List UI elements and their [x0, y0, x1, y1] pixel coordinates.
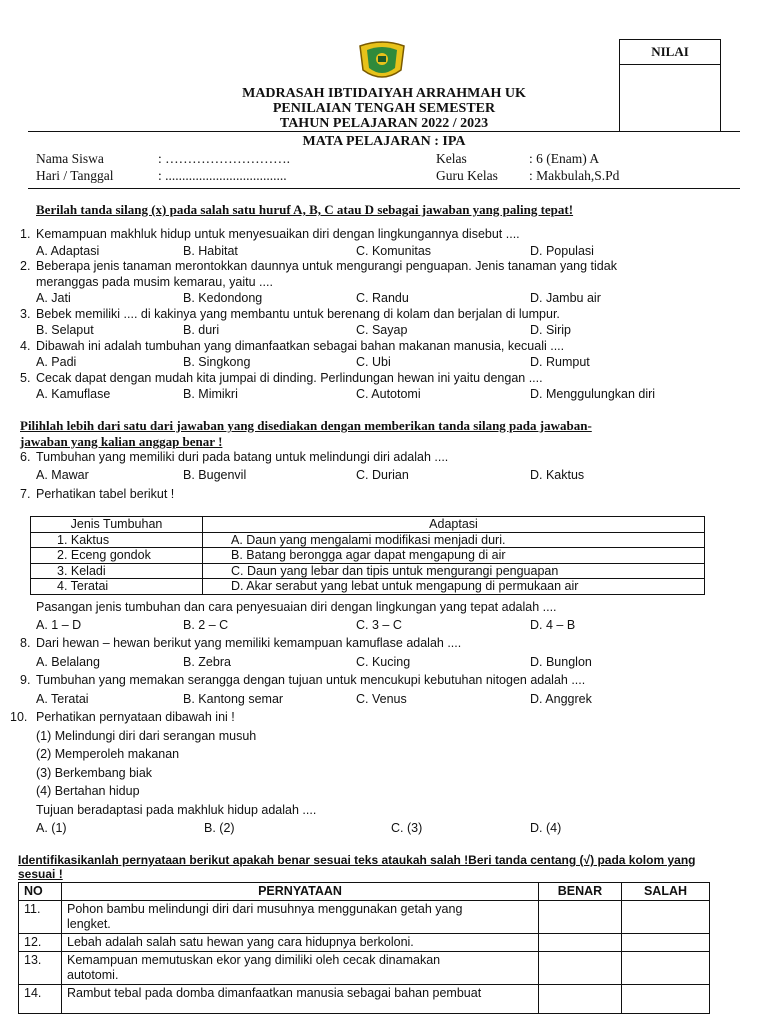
section1-instruction: Berilah tanda silang (x) pada salah satu huruf A, B, C atau D sebagai jawaban yang paling tepat! — [36, 202, 574, 217]
statement-text: Rambut tebal pada domba dimanfaatkan manusia sebagai bahan pembuat — [67, 986, 482, 1000]
adaptation-table — [30, 516, 705, 595]
question-number: 2. — [20, 259, 31, 273]
date-label: Hari / Tanggal — [36, 168, 114, 183]
table-row — [31, 532, 705, 548]
question-text: Beberapa jenis tanaman merontokkan daunnya untuk mengurangi penguapan. Jenis tanaman yang tidak — [36, 259, 617, 273]
statement-cell — [62, 952, 539, 985]
statement-text: Pohon bambu melindungi diri dari musuhnya menggunakan getah yang — [67, 902, 463, 916]
statement-item: (1) Melindungi diri dari serangan musuh — [36, 729, 257, 743]
statement-text: Kemampuan memutuskan ekor yang dimiliki oleh cecak dinamakan — [67, 953, 441, 967]
table-header: NO — [19, 883, 62, 901]
question-text: Perhatikan tabel berikut ! — [36, 487, 175, 501]
plant-cell: 3. Keladi — [31, 563, 203, 579]
option-d[interactable]: D. Rumput — [530, 355, 590, 369]
section2-instruction-line1: Pilihlah lebih dari satu dari jawaban yang disediakan dengan memberikan tanda silang pada jawaban- — [20, 418, 592, 433]
class-label: Kelas — [436, 151, 467, 166]
table-header: BENAR — [539, 883, 622, 901]
plant-cell: 4. Teratai — [31, 579, 203, 595]
row-number: 14. — [19, 985, 62, 1014]
salah-cell[interactable] — [622, 985, 710, 1014]
adaptation-cell: D. Akar serabut yang lebat untuk mengapung di permukaan air — [203, 579, 705, 595]
table-row — [19, 952, 710, 985]
benar-cell[interactable] — [539, 934, 622, 952]
question-number: 4. — [20, 339, 31, 353]
question-text: Bebek memiliki .... di kakinya yang membantu untuk berenang di kolam dan berjalan di lumpur. — [36, 307, 560, 321]
student-name-field[interactable]: : ………………………. — [158, 151, 291, 166]
statement-cell — [62, 985, 539, 1014]
question-text: Tumbuhan yang memakan serangga dengan tujuan untuk mencukupi kebutuhan nitogen adalah .... — [36, 673, 586, 687]
statement-item: (3) Berkembang biak — [36, 766, 153, 780]
salah-cell[interactable] — [622, 952, 710, 985]
table-header: SALAH — [622, 883, 710, 901]
option-a[interactable]: A. Adaptasi — [36, 244, 100, 258]
option-a[interactable]: A. Teratai — [36, 692, 89, 706]
class-value: : 6 (Enam) A — [529, 151, 600, 166]
adaptation-cell: B. Batang berongga agar dapat mengapung di air — [203, 548, 705, 564]
adaptation-cell: A. Daun yang mengalami modifikasi menjadi duri. — [203, 532, 705, 548]
statement-cell — [62, 934, 539, 952]
option-b[interactable]: B. Kedondong — [183, 291, 263, 305]
plant-cell: 2. Eceng gondok — [31, 548, 203, 564]
table-row — [31, 579, 705, 595]
adaptation-cell: C. Daun yang lebar dan tipis untuk mengurangi penguapan — [203, 563, 705, 579]
question-number: 8. — [20, 636, 31, 650]
option-d[interactable]: D. Menggulungkan diri — [530, 387, 656, 401]
option-b[interactable]: B. (2) — [204, 821, 235, 835]
salah-cell[interactable] — [622, 901, 710, 934]
option-d[interactable]: D. (4) — [530, 821, 562, 835]
question-number: 9. — [20, 673, 31, 687]
question-text: meranggas pada musim kemarau, yaitu .... — [36, 275, 273, 289]
true-false-table — [18, 882, 710, 1014]
table-header: PERNYATAAN — [62, 883, 539, 901]
option-b[interactable]: B. Zebra — [183, 655, 231, 669]
table-row — [31, 563, 705, 579]
table-row — [19, 985, 710, 1014]
option-b[interactable]: B. 2 – C — [183, 618, 229, 632]
option-b[interactable]: B. Kantong semar — [183, 692, 284, 706]
question-text: Tujuan beradaptasi pada makhluk hidup adalah .... — [36, 803, 317, 817]
option-a[interactable]: A. Mawar — [36, 468, 89, 482]
teacher-label: Guru Kelas — [436, 168, 498, 183]
benar-cell[interactable] — [539, 985, 622, 1014]
section3-instruction-line2: sesuai ! — [18, 867, 63, 881]
option-c[interactable]: C. Venus — [356, 692, 407, 706]
row-number: 12. — [19, 934, 62, 952]
option-d[interactable]: D. Populasi — [530, 244, 594, 258]
statement-text: autotomi. — [67, 968, 119, 982]
question-text: Dari hewan – hewan berikut yang memiliki kemampuan kamuflase adalah .... — [36, 636, 462, 650]
option-c[interactable]: C. Kucing — [356, 655, 411, 669]
question-number: 5. — [20, 371, 31, 385]
option-b[interactable]: B. Bugenvil — [183, 468, 247, 482]
option-d[interactable]: D. Jambu air — [530, 291, 601, 305]
info-divider — [28, 188, 740, 189]
question-number: 1. — [20, 227, 31, 241]
table-row — [31, 548, 705, 564]
option-d[interactable]: D. Kaktus — [530, 468, 585, 482]
academic-year: TAHUN PELAJARAN 2022 / 2023 — [279, 116, 489, 131]
option-d[interactable]: D. 4 – B — [530, 618, 576, 632]
question-text: Cecak dapat dengan mudah kita jumpai di dinding. Perlindungan hewan ini yaitu dengan .... — [36, 371, 543, 385]
table-header-row — [31, 517, 705, 533]
option-d[interactable]: D. Anggrek — [530, 692, 592, 706]
subject-title: MATA PELAJARAN : IPA — [302, 134, 466, 149]
option-a[interactable]: A. Belalang — [36, 655, 100, 669]
date-field[interactable]: : .................................... — [158, 168, 287, 183]
table-header-row — [19, 883, 710, 901]
question-text: Perhatikan pernyataan dibawah ini ! — [36, 710, 235, 724]
school-logo-icon — [357, 40, 407, 82]
table-header: Jenis Tumbuhan — [31, 517, 203, 533]
option-b[interactable]: B. duri — [183, 323, 220, 337]
option-c[interactable]: C. Ubi — [356, 355, 391, 369]
option-c[interactable]: C. (3) — [391, 821, 423, 835]
option-c[interactable]: C. Autotomi — [356, 387, 421, 401]
option-c[interactable]: C. Randu — [356, 291, 409, 305]
question-text: Kemampuan makhluk hidup untuk menyesuaikan diri dengan lingkungannya disebut .... — [36, 227, 520, 241]
option-a[interactable]: A. (1) — [36, 821, 67, 835]
question-text: Pasangan jenis tumbuhan dan cara penyesuaian diri dengan lingkungan yang tepat adalah .... — [36, 600, 557, 614]
option-a[interactable]: A. Kamuflase — [36, 387, 111, 401]
question-text: Tumbuhan yang memiliki duri pada batang untuk melindungi diri adalah .... — [36, 450, 449, 464]
option-c[interactable]: C. Komunitas — [356, 244, 432, 258]
statement-item: (4) Bertahan hidup — [36, 784, 140, 798]
option-c[interactable]: C. Durian — [356, 468, 409, 482]
question-number: 3. — [20, 307, 31, 321]
option-d[interactable]: D. Bunglon — [530, 655, 592, 669]
benar-cell[interactable] — [539, 901, 622, 934]
option-a[interactable]: A. Padi — [36, 355, 77, 369]
question-number: 6. — [20, 450, 31, 464]
option-a[interactable]: B. Selaput — [36, 323, 94, 337]
table-row — [19, 934, 710, 952]
section3-instruction-line1: Identifikasikanlah pernyataan berikut apakah benar sesuai teks ataukah salah !Beri tanda centang (√) pada kolom yang — [18, 853, 696, 867]
option-c[interactable]: C. 3 – C — [356, 618, 402, 632]
option-b[interactable]: B. Singkong — [183, 355, 251, 369]
statement-text: lengket. — [67, 917, 111, 931]
option-a[interactable]: A. 1 – D — [36, 618, 82, 632]
option-b[interactable]: B. Mimikri — [183, 387, 238, 401]
statement-item: (2) Memperoleh makanan — [36, 747, 180, 761]
section2-instruction-line2: jawaban yang kalian anggap benar ! — [20, 434, 223, 449]
row-number: 13. — [19, 952, 62, 985]
header-divider — [28, 131, 740, 132]
question-number: 7. — [20, 487, 31, 501]
plant-cell: 1. Kaktus — [31, 532, 203, 548]
statement-cell — [62, 901, 539, 934]
table-header: Adaptasi — [203, 517, 705, 533]
question-text: Dibawah ini adalah tumbuhan yang dimanfaatkan sebagai bahan makanan manusia, kecuali .... — [36, 339, 565, 353]
question-number: 10. — [10, 710, 28, 724]
row-number: 11. — [19, 901, 62, 934]
option-b[interactable]: B. Habitat — [183, 244, 238, 258]
table-row — [19, 901, 710, 934]
student-name-label: Nama Siswa — [36, 151, 104, 166]
benar-cell[interactable] — [539, 952, 622, 985]
score-label: NILAI — [620, 40, 720, 65]
salah-cell[interactable] — [622, 934, 710, 952]
option-d[interactable]: D. Sirip — [530, 323, 571, 337]
statement-text: Lebah adalah salah satu hewan yang cara hidupnya berkoloni. — [67, 935, 414, 949]
option-c[interactable]: C. Sayap — [356, 323, 408, 337]
exam-title: PENILAIAN TENGAH SEMESTER — [272, 101, 496, 116]
option-a[interactable]: A. Jati — [36, 291, 71, 305]
school-name: MADRASAH IBTIDAIYAH ARRAHMAH UK — [242, 86, 526, 101]
teacher-value: : Makbulah,S.Pd — [529, 168, 620, 183]
